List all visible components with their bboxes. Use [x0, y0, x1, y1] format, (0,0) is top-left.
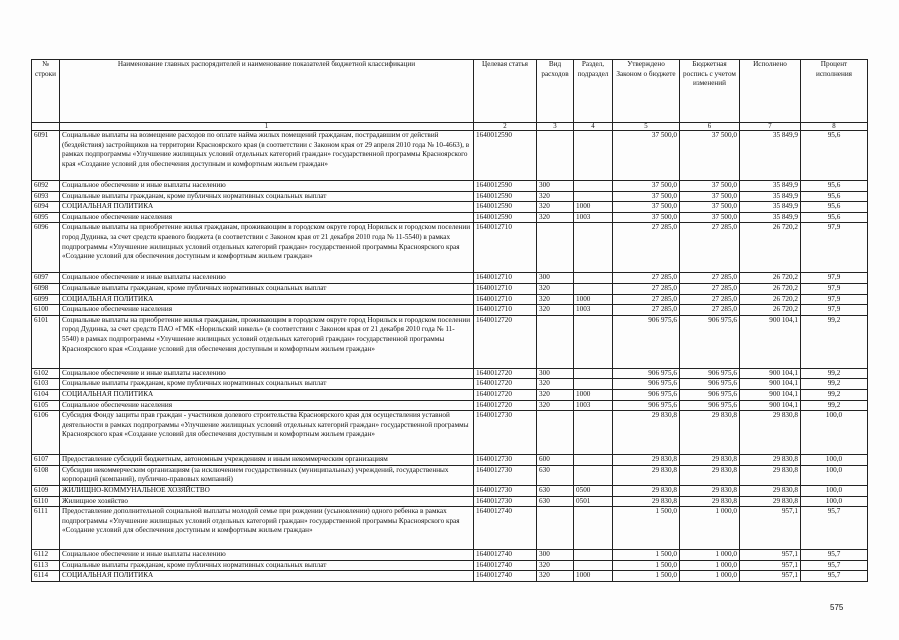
table-row — [32, 191, 868, 202]
executed-cell: 900 104,1 — [740, 400, 801, 411]
budget-list-cell: 27 285,0 — [680, 294, 740, 305]
approved-cell: 27 285,0 — [613, 273, 680, 284]
executed-cell: 35 849,9 — [740, 191, 801, 202]
table-row — [32, 507, 868, 550]
approved-cell: 1 500,0 — [613, 550, 680, 561]
table-row — [32, 465, 868, 485]
approved-cell: 29 830,8 — [613, 496, 680, 507]
table-row — [32, 411, 868, 455]
header-expense-type: Вид расходов — [537, 60, 574, 123]
target-article-cell: 1640012710 — [474, 283, 537, 294]
budget-list-cell: 37 500,0 — [680, 202, 740, 213]
table-row — [32, 223, 868, 273]
row-number-cell: 6094 — [32, 202, 60, 213]
budget-list-cell: 27 285,0 — [680, 223, 740, 273]
column-number-cell: 3 — [537, 123, 574, 131]
expense-type-cell — [537, 411, 574, 455]
target-article-cell: 1640012740 — [474, 571, 537, 582]
target-article-cell: 1640012740 — [474, 560, 537, 571]
approved-cell: 37 500,0 — [613, 202, 680, 213]
approved-cell: 37 500,0 — [613, 212, 680, 223]
row-name-cell: Предоставление субсидий бюджетным, автономным учреждениям и иным некоммерческим организациям — [60, 455, 474, 466]
approved-cell: 37 500,0 — [613, 131, 680, 181]
executed-cell: 26 720,2 — [740, 283, 801, 294]
row-name-cell: СОЦИАЛЬНАЯ ПОЛИТИКА — [60, 294, 474, 305]
approved-cell: 1 500,0 — [613, 507, 680, 550]
percent-cell: 95,6 — [801, 212, 868, 223]
executed-cell: 957,1 — [740, 571, 801, 582]
section-cell — [574, 368, 613, 379]
budget-list-cell: 37 500,0 — [680, 181, 740, 192]
table-row — [32, 181, 868, 192]
executed-cell: 35 849,9 — [740, 181, 801, 192]
executed-cell: 35 849,9 — [740, 202, 801, 213]
row-name-cell: Социальные выплаты гражданам, кроме публичных нормативных социальных выплат — [60, 283, 474, 294]
header-executed: Исполнено — [740, 60, 801, 123]
approved-cell: 27 285,0 — [613, 223, 680, 273]
executed-cell: 35 849,9 — [740, 212, 801, 223]
table-row — [32, 560, 868, 571]
expense-type-cell: 320 — [537, 571, 574, 582]
section-cell: 1000 — [574, 294, 613, 305]
percent-cell: 100,0 — [801, 455, 868, 466]
table-header-row — [32, 60, 868, 123]
percent-cell: 99,2 — [801, 315, 868, 368]
table-row — [32, 131, 868, 181]
target-article-cell: 1640012720 — [474, 379, 537, 390]
target-article-cell: 1640012730 — [474, 455, 537, 466]
percent-cell: 95,6 — [801, 202, 868, 213]
expense-type-cell: 600 — [537, 455, 574, 466]
table-row — [32, 379, 868, 390]
section-cell — [574, 223, 613, 273]
executed-cell: 957,1 — [740, 550, 801, 561]
budget-list-cell: 37 500,0 — [680, 212, 740, 223]
executed-cell: 900 104,1 — [740, 379, 801, 390]
approved-cell: 906 975,6 — [613, 315, 680, 368]
section-cell: 1003 — [574, 400, 613, 411]
executed-cell: 900 104,1 — [740, 368, 801, 379]
budget-list-cell: 906 975,6 — [680, 379, 740, 390]
target-article-cell: 1640012740 — [474, 507, 537, 550]
expense-type-cell — [537, 507, 574, 550]
row-name-cell: СОЦИАЛЬНАЯ ПОЛИТИКА — [60, 202, 474, 213]
row-number-cell: 6098 — [32, 283, 60, 294]
approved-cell: 29 830,8 — [613, 485, 680, 496]
target-article-cell: 1640012710 — [474, 305, 537, 316]
executed-cell: 29 830,8 — [740, 411, 801, 455]
executed-cell: 26 720,2 — [740, 273, 801, 284]
column-number-cell: 8 — [801, 123, 868, 131]
row-name-cell: Социальное обеспечение населения — [60, 400, 474, 411]
executed-cell: 29 830,8 — [740, 496, 801, 507]
column-number-cell: 1 — [60, 123, 474, 131]
row-name-cell: Жилищное хозяйство — [60, 496, 474, 507]
approved-cell: 29 830,8 — [613, 411, 680, 455]
budget-table — [31, 59, 868, 582]
page-number: 575 — [830, 603, 844, 612]
row-name-cell: ЖИЛИЩНО-КОММУНАЛЬНОЕ ХОЗЯЙСТВО — [60, 485, 474, 496]
table-row — [32, 400, 868, 411]
section-cell — [574, 131, 613, 181]
row-name-cell: Социальное обеспечение и иные выплаты населению — [60, 368, 474, 379]
percent-cell: 97,9 — [801, 283, 868, 294]
target-article-cell: 1640012720 — [474, 400, 537, 411]
percent-cell: 99,2 — [801, 389, 868, 400]
budget-list-cell: 27 285,0 — [680, 283, 740, 294]
target-article-cell: 1640012710 — [474, 294, 537, 305]
table-row — [32, 294, 868, 305]
header-name: Наименование главных распорядителей и наименование показателей бюджетной классификации — [60, 60, 474, 123]
expense-type-cell: 320 — [537, 294, 574, 305]
percent-cell: 95,7 — [801, 507, 868, 550]
row-number-cell: 6092 — [32, 181, 60, 192]
header-section: Раздел, подраздел — [574, 60, 613, 123]
target-article-cell: 1640012730 — [474, 496, 537, 507]
table-row — [32, 550, 868, 561]
percent-cell: 95,6 — [801, 181, 868, 192]
section-cell — [574, 550, 613, 561]
row-name-cell: Социальные выплаты на приобретение жилья гражданам, проживающим в городском округе город Норильск и городском поселении город Дудинка, за счет средств ПАО «ГМК «Норильский никель» (в соответствии с Законом края от 21 декабря 2010 года № 11-5540) в рамках подпрограммы «Улучшение жилищных условий отдельных категорий граждан» государственной программы Красноярского края «Создание условий для обеспечения доступным и комфортным жильем граждан» — [60, 315, 474, 368]
row-number-cell: 6097 — [32, 273, 60, 284]
budget-list-cell: 29 830,8 — [680, 465, 740, 485]
column-number-cell: 4 — [574, 123, 613, 131]
header-budget-list: Бюджетная роспись с учетом изменений — [680, 60, 740, 123]
row-name-cell: Социальные выплаты на приобретение жилья гражданам, проживающим в городском округе город Норильск и городском поселении город Дудинка, за счет средств краевого бюджета (в соответствии с Законом края от 21 декабря 2010 года № 11-5540) в рамках подпрограммы «Улучшение жилищных условий отдельных категорий граждан» государственной программы Красноярского края «Создание условий для обеспечения доступным и комфортным жильем граждан» — [60, 223, 474, 273]
row-name-cell: Социальные выплаты гражданам, кроме публичных нормативных социальных выплат — [60, 379, 474, 390]
row-number-cell: 6100 — [32, 305, 60, 316]
budget-list-cell: 29 830,8 — [680, 496, 740, 507]
row-name-cell: СОЦИАЛЬНАЯ ПОЛИТИКА — [60, 389, 474, 400]
section-cell: 1003 — [574, 212, 613, 223]
budget-list-cell: 906 975,6 — [680, 368, 740, 379]
table-row — [32, 389, 868, 400]
executed-cell: 957,1 — [740, 560, 801, 571]
row-number-cell: 6111 — [32, 507, 60, 550]
target-article-cell: 1640012730 — [474, 485, 537, 496]
approved-cell: 906 975,6 — [613, 368, 680, 379]
expense-type-cell — [537, 131, 574, 181]
row-number-cell: 6095 — [32, 212, 60, 223]
executed-cell: 29 830,8 — [740, 455, 801, 466]
percent-cell: 97,9 — [801, 273, 868, 284]
budget-list-cell: 29 830,8 — [680, 455, 740, 466]
target-article-cell: 1640012590 — [474, 181, 537, 192]
section-cell: 0501 — [574, 496, 613, 507]
percent-cell: 95,7 — [801, 560, 868, 571]
percent-cell: 95,7 — [801, 550, 868, 561]
target-article-cell: 1640012590 — [474, 131, 537, 181]
approved-cell: 27 285,0 — [613, 283, 680, 294]
column-number-cell: 2 — [474, 123, 537, 131]
table-row — [32, 315, 868, 368]
header-percent: Процент исполнения — [801, 60, 868, 123]
column-number-row — [32, 123, 868, 131]
expense-type-cell — [537, 315, 574, 368]
approved-cell: 1 500,0 — [613, 560, 680, 571]
table-row — [32, 273, 868, 284]
section-cell — [574, 465, 613, 485]
section-cell: 1000 — [574, 571, 613, 582]
section-cell: 1000 — [574, 202, 613, 213]
section-cell — [574, 283, 613, 294]
percent-cell: 97,9 — [801, 223, 868, 273]
expense-type-cell: 300 — [537, 368, 574, 379]
header-target-article: Целевая статья — [474, 60, 537, 123]
section-cell — [574, 411, 613, 455]
row-name-cell: Социальное обеспечение населения — [60, 212, 474, 223]
expense-type-cell: 630 — [537, 485, 574, 496]
expense-type-cell: 320 — [537, 560, 574, 571]
budget-list-cell: 29 830,8 — [680, 485, 740, 496]
target-article-cell: 1640012710 — [474, 273, 537, 284]
percent-cell: 97,9 — [801, 294, 868, 305]
approved-cell: 27 285,0 — [613, 294, 680, 305]
table-row — [32, 283, 868, 294]
section-cell — [574, 273, 613, 284]
budget-list-cell: 1 000,0 — [680, 507, 740, 550]
executed-cell: 35 849,9 — [740, 131, 801, 181]
percent-cell: 95,6 — [801, 131, 868, 181]
row-number-cell: 6107 — [32, 455, 60, 466]
approved-cell: 906 975,6 — [613, 379, 680, 390]
budget-list-cell: 906 975,6 — [680, 315, 740, 368]
row-name-cell: Субсидия Фонду защиты прав граждан - участников долевого строительства Красноярского края для осуществления уставной деятельности в рамках подпрограммы «Улучшение жилищных условий отдельных категорий граждан» государственной программы Красноярского края «Создание условий для обеспечения доступным и комфортным жильем граждан» — [60, 411, 474, 455]
percent-cell: 100,0 — [801, 411, 868, 455]
row-name-cell: Социальное обеспечение и иные выплаты населению — [60, 273, 474, 284]
target-article-cell: 1640012590 — [474, 191, 537, 202]
target-article-cell: 1640012710 — [474, 223, 537, 273]
section-cell: 0500 — [574, 485, 613, 496]
row-name-cell: Социальные выплаты гражданам, кроме публичных нормативных социальных выплат — [60, 560, 474, 571]
table-row — [32, 571, 868, 582]
target-article-cell: 1640012730 — [474, 411, 537, 455]
expense-type-cell: 320 — [537, 283, 574, 294]
row-number-cell: 6099 — [32, 294, 60, 305]
percent-cell: 97,9 — [801, 305, 868, 316]
expense-type-cell: 630 — [537, 496, 574, 507]
section-cell — [574, 455, 613, 466]
executed-cell: 957,1 — [740, 507, 801, 550]
percent-cell: 99,2 — [801, 368, 868, 379]
row-number-cell: 6114 — [32, 571, 60, 582]
section-cell — [574, 191, 613, 202]
budget-list-cell: 37 500,0 — [680, 191, 740, 202]
approved-cell: 27 285,0 — [613, 305, 680, 316]
section-cell: 1000 — [574, 389, 613, 400]
expense-type-cell: 300 — [537, 550, 574, 561]
column-number-cell: 6 — [680, 123, 740, 131]
budget-list-cell: 1 000,0 — [680, 571, 740, 582]
row-number-cell: 6109 — [32, 485, 60, 496]
row-number-cell: 6113 — [32, 560, 60, 571]
expense-type-cell: 320 — [537, 400, 574, 411]
section-cell — [574, 560, 613, 571]
approved-cell: 37 500,0 — [613, 181, 680, 192]
expense-type-cell: 320 — [537, 202, 574, 213]
row-number-cell: 6105 — [32, 400, 60, 411]
expense-type-cell: 320 — [537, 389, 574, 400]
target-article-cell: 1640012590 — [474, 212, 537, 223]
row-number-cell: 6112 — [32, 550, 60, 561]
row-name-cell: Субсидии некоммерческим организациям (за исключением государственных (муниципальных) учреждений, государственных корпораций (компаний), публично-правовых компаний) — [60, 465, 474, 485]
executed-cell: 26 720,2 — [740, 294, 801, 305]
table-row — [32, 305, 868, 316]
table-row — [32, 202, 868, 213]
table-row — [32, 496, 868, 507]
percent-cell: 100,0 — [801, 465, 868, 485]
expense-type-cell: 300 — [537, 273, 574, 284]
row-name-cell: Социальное обеспечение и иные выплаты населению — [60, 550, 474, 561]
row-number-cell: 6093 — [32, 191, 60, 202]
approved-cell: 29 830,8 — [613, 455, 680, 466]
approved-cell: 1 500,0 — [613, 571, 680, 582]
table-row — [32, 485, 868, 496]
percent-cell: 100,0 — [801, 485, 868, 496]
expense-type-cell: 630 — [537, 465, 574, 485]
column-number-cell: 7 — [740, 123, 801, 131]
section-cell — [574, 379, 613, 390]
expense-type-cell: 300 — [537, 181, 574, 192]
executed-cell: 900 104,1 — [740, 389, 801, 400]
row-name-cell: Социальное обеспечение и иные выплаты населению — [60, 181, 474, 192]
approved-cell: 906 975,6 — [613, 400, 680, 411]
row-name-cell: Предоставление дополнительной социальной выплаты молодой семье при рождении (усыновлении) одного ребенка в рамках подпрограммы «Улучшение жилищных условий отдельных категорий граждан» государственной программы Красноярского края «Создание условий для обеспечения доступным и комфортным жильем граждан» — [60, 507, 474, 550]
expense-type-cell: 320 — [537, 212, 574, 223]
budget-list-cell: 27 285,0 — [680, 305, 740, 316]
expense-type-cell: 320 — [537, 305, 574, 316]
approved-cell: 37 500,0 — [613, 191, 680, 202]
table-row — [32, 368, 868, 379]
header-row-number: № строки — [32, 60, 60, 123]
percent-cell: 95,6 — [801, 191, 868, 202]
budget-list-cell: 1 000,0 — [680, 560, 740, 571]
target-article-cell: 1640012720 — [474, 389, 537, 400]
approved-cell: 29 830,8 — [613, 465, 680, 485]
target-article-cell: 1640012590 — [474, 202, 537, 213]
expense-type-cell — [537, 223, 574, 273]
header-approved: Утверждено Законом о бюджете — [613, 60, 680, 123]
target-article-cell: 1640012720 — [474, 315, 537, 368]
budget-list-cell: 37 500,0 — [680, 131, 740, 181]
executed-cell: 900 104,1 — [740, 315, 801, 368]
row-name-cell: Социальные выплаты гражданам, кроме публичных нормативных социальных выплат — [60, 191, 474, 202]
section-cell — [574, 507, 613, 550]
section-cell — [574, 181, 613, 192]
row-name-cell: СОЦИАЛЬНАЯ ПОЛИТИКА — [60, 571, 474, 582]
percent-cell: 99,2 — [801, 400, 868, 411]
percent-cell: 95,7 — [801, 571, 868, 582]
executed-cell: 29 830,8 — [740, 465, 801, 485]
target-article-cell: 1640012730 — [474, 465, 537, 485]
row-number-cell: 6104 — [32, 389, 60, 400]
budget-list-cell: 27 285,0 — [680, 273, 740, 284]
row-number-cell: 6103 — [32, 379, 60, 390]
section-cell — [574, 315, 613, 368]
budget-list-cell: 906 975,6 — [680, 400, 740, 411]
section-cell: 1003 — [574, 305, 613, 316]
column-number-cell: 5 — [613, 123, 680, 131]
executed-cell: 26 720,2 — [740, 223, 801, 273]
row-number-cell: 6102 — [32, 368, 60, 379]
percent-cell: 99,2 — [801, 379, 868, 390]
table-row — [32, 455, 868, 466]
target-article-cell: 1640012720 — [474, 368, 537, 379]
table-row — [32, 212, 868, 223]
row-number-cell: 6106 — [32, 411, 60, 455]
row-number-cell: 6110 — [32, 496, 60, 507]
row-name-cell: Социальное обеспечение населения — [60, 305, 474, 316]
percent-cell: 100,0 — [801, 496, 868, 507]
expense-type-cell: 320 — [537, 379, 574, 390]
row-number-cell: 6108 — [32, 465, 60, 485]
executed-cell: 29 830,8 — [740, 485, 801, 496]
budget-list-cell: 906 975,6 — [680, 389, 740, 400]
row-name-cell: Социальные выплаты на возмещение расходов по оплате найма жилых помещений гражданам, пострадавшим от действий (бездействия) застройщиков на территории Красноярского края (в соответствии с Законом края от 29 апреля 2010 года № 10-4663), в рамках подпрограммы «Улучшение жилищных условий отдельных категорий граждан» государственной программы Красноярского края «Создание условий для обеспечения доступным и комфортным жильем граждан» — [60, 131, 474, 181]
approved-cell: 906 975,6 — [613, 389, 680, 400]
row-number-cell: 6096 — [32, 223, 60, 273]
executed-cell: 26 720,2 — [740, 305, 801, 316]
expense-type-cell: 320 — [537, 191, 574, 202]
column-number-cell — [32, 123, 60, 131]
budget-list-cell: 1 000,0 — [680, 550, 740, 561]
target-article-cell: 1640012740 — [474, 550, 537, 561]
budget-list-cell: 29 830,8 — [680, 411, 740, 455]
table-body — [32, 131, 868, 582]
row-number-cell: 6101 — [32, 315, 60, 368]
row-number-cell: 6091 — [32, 131, 60, 181]
